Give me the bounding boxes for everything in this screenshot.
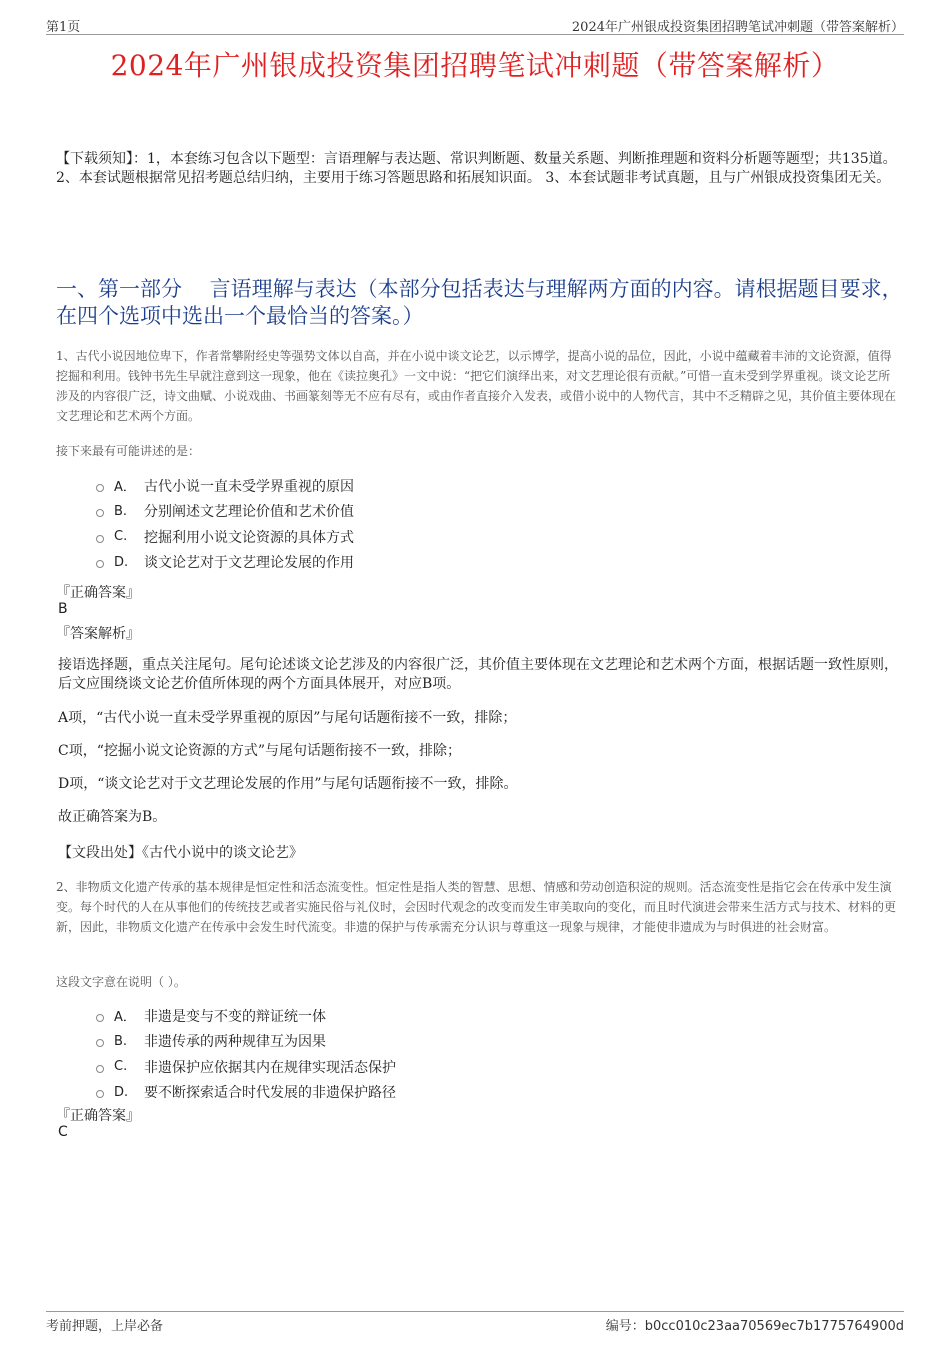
download-notice: 【下载须知】：1，本套练习包含以下题型：言语理解与表达题、常识判断题、数量关系题、判断推理题和资料分析题等题型；共135道。 2、本套试题根据常见招考题总结归纳，主要用于练习答题思路和拓展知识面。 3、本套试题非考试真题，且与广州银成投资集团无关。 xyxy=(56,151,897,186)
q2-prompt: 这段文字意在说明（ ）。 xyxy=(56,975,186,989)
q1-option-a[interactable] xyxy=(96,473,354,499)
q1-analysis-a: A项，“古代小说一直未受学界重视的原因”与尾句话题衔接不一致，排除； xyxy=(58,710,517,726)
footer-code xyxy=(606,1315,904,1334)
option-text: 谈文论艺对于文艺理论发展的作用 xyxy=(144,555,354,572)
option-letter: C. xyxy=(114,1059,128,1075)
option-letter: A． xyxy=(114,480,136,496)
footer-code-label: 编号： xyxy=(605,1319,645,1334)
q1-analysis-d: D项，“谈文论艺对于文艺理论发展的作用”与尾句话题衔接不一致，排除。 xyxy=(58,776,518,792)
q2-answer: C xyxy=(58,1124,68,1140)
page-footer xyxy=(46,1311,904,1334)
page-number: 第1页 xyxy=(46,20,81,35)
q2-passage: 2、非物质文化遗产传承的基本规律是恒定性和活态流变性。恒定性是指人类的智慧、思想、情感和劳动创造积淀的规则。活态流变性是指它会在传承中发生演变。每个时代的人在从事他们的传统技艺或者实施民俗与礼仪时，会因时代观念的改变而发生审美取向的变化，而且时代演进会带来生活方式与技术、材料的更新，因此，非物质文化遗产在传承中会发生时代流变。非遗的保护与传承需充分认识与尊重这一现象与规律，才能使非遗成为与时俱进的社会财富。 xyxy=(56,880,897,934)
option-letter: B. xyxy=(114,1033,128,1049)
footer-slogan: 考前押题，上岸必备 xyxy=(46,1319,164,1334)
q1-option-c[interactable] xyxy=(96,524,354,550)
q2-answer-label: 『正确答案』 xyxy=(56,1108,140,1124)
q1-answer: B xyxy=(58,601,68,617)
header-doc-title: 2024年广州银成投资集团招聘笔试冲刺题（带答案解析） xyxy=(571,20,904,35)
q2-option-a[interactable] xyxy=(96,1003,396,1029)
option-text: 古代小说一直未受学界重视的原因 xyxy=(144,478,354,495)
q1-source: 【文段出处】《古代小说中的谈文论艺》 xyxy=(58,845,303,861)
option-text: 非遗是变与不变的辩证统一体 xyxy=(144,1008,326,1025)
page-header xyxy=(46,14,904,35)
radio-icon[interactable] xyxy=(96,560,104,568)
radio-icon[interactable] xyxy=(96,1090,104,1098)
q1-prompt: 接下来最有可能讲述的是： xyxy=(56,444,201,458)
q1-option-b[interactable] xyxy=(96,499,354,525)
option-letter: D. xyxy=(114,554,129,570)
option-letter: D. xyxy=(114,1084,129,1100)
section-heading: 一、第一部分 言语理解与表达（本部分包括表达与理解两方面的内容。请根据题目要求，在四个选项中选出一个最恰当的答案。） xyxy=(56,277,903,328)
option-text: 非遗传承的两种规律互为因果 xyxy=(144,1034,326,1051)
radio-icon[interactable] xyxy=(96,535,104,543)
option-letter: C. xyxy=(114,529,128,545)
radio-icon[interactable] xyxy=(96,1039,104,1047)
option-text: 挖掘利用小说文论资源的具体方式 xyxy=(144,529,354,546)
q1-passage: 1、古代小说因地位卑下，作者常攀附经史等强势文体以自高，并在小说中谈文论艺，以示博学，提高小说的品位，因此，小说中蕴藏着丰沛的文论资源，值得挖掘和利用。钱钟书先生早就注意到这一现象，他在《读拉奥孔》一文中说：“把它们演绎出来，对文艺理论很有贡献。”可惜一直未受到学界重视。谈文论艺所涉及的内容很广泛，诗文曲赋、小说戏曲、书画篆刻等无不应有尽有，或由作者直接介入发表，或借小说中的人物代言，其中不乏精辟之见，其价值主要体现在文艺理论和艺术两个方面。 xyxy=(56,349,897,423)
radio-icon[interactable] xyxy=(96,484,104,492)
q2-option-d[interactable] xyxy=(96,1080,396,1106)
option-letter: B. xyxy=(114,503,128,519)
document-title: 2024年广州银成投资集团招聘笔试冲刺题（带答案解析） xyxy=(110,49,840,82)
q1-analysis-c: C项，“挖掘小说文论资源的方式”与尾句话题衔接不一致，排除； xyxy=(58,743,462,759)
option-text: 要不断探索适合时代发展的非遗保护路径 xyxy=(144,1085,396,1102)
q2-option-b[interactable] xyxy=(96,1029,396,1055)
radio-icon[interactable] xyxy=(96,1065,104,1073)
q1-option-d[interactable] xyxy=(96,550,354,576)
q2-option-c[interactable] xyxy=(96,1054,396,1080)
q1-analysis-label: 『答案解析』 xyxy=(56,626,140,642)
q1-analysis-main: 接语选择题，重点关注尾句。尾句论述谈文论艺涉及的内容很广泛，其价值主要体现在文艺理论和艺术两个方面，根据话题一致性原则，后文应围绕谈文论艺价值所体现的两个方面具体展开，对应B项。 xyxy=(58,657,898,692)
option-text: 分别阐述文艺理论价值和艺术价值 xyxy=(144,504,354,521)
q2-options xyxy=(96,1003,396,1105)
q1-options xyxy=(96,473,354,575)
option-letter: A． xyxy=(114,1010,136,1026)
q1-analysis-conclusion: 故正确答案为B。 xyxy=(58,809,167,825)
radio-icon[interactable] xyxy=(96,1014,104,1022)
footer-code-value: b0cc010c23aa70569ec7b1775764900d xyxy=(644,1319,904,1334)
radio-icon[interactable] xyxy=(96,509,104,517)
option-text: 非遗保护应依据其内在规律实现活态保护 xyxy=(144,1059,396,1076)
q1-answer-label: 『正确答案』 xyxy=(56,585,140,601)
